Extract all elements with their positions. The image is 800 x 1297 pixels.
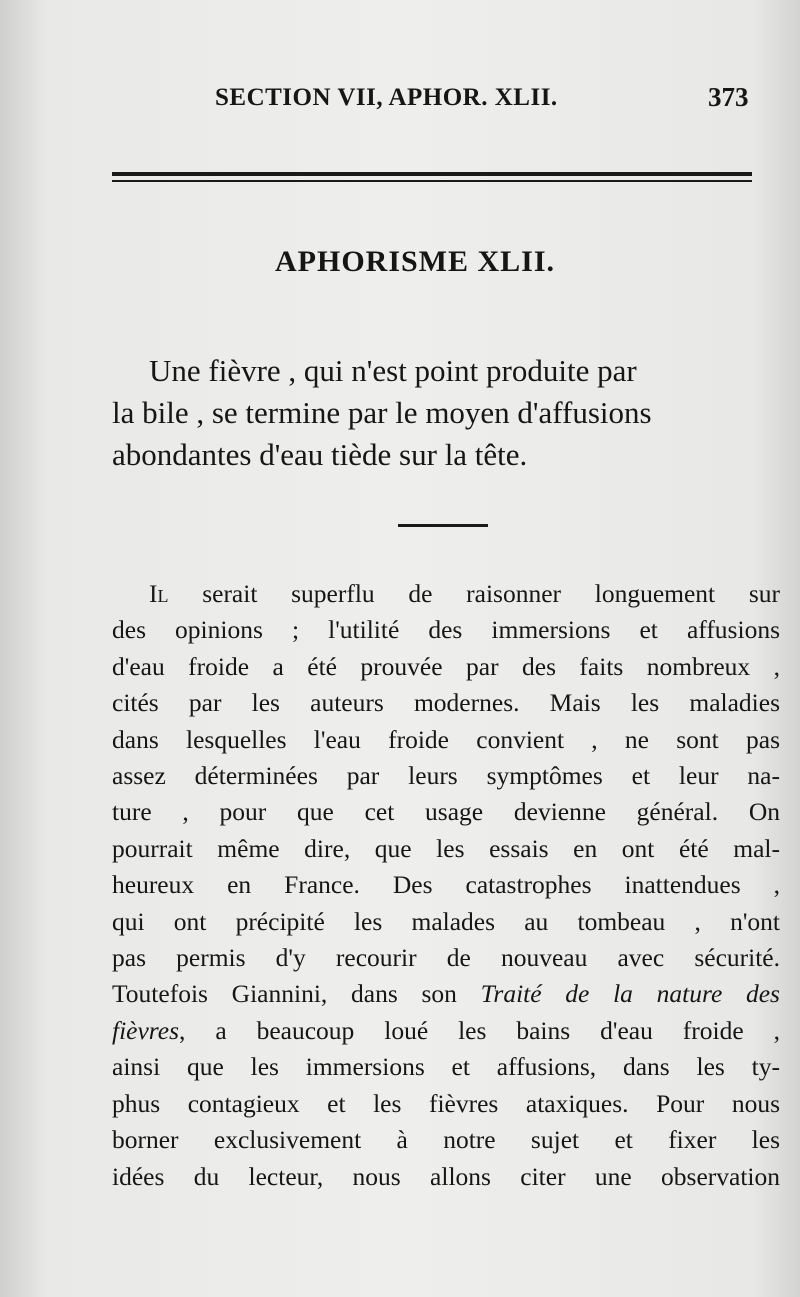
aphorism-line: Une fièvre , qui n'est point produite par: [149, 353, 637, 388]
commentary-line-text: Toutefois Giannini, dans son: [112, 979, 481, 1009]
commentary-line: phus contagieux et les fièvres ataxiques. Pour nous: [112, 1088, 780, 1118]
commentary-line: assez déterminées par leurs symptômes et leur na-: [112, 761, 780, 791]
commentary-initial-word: Il: [149, 579, 169, 608]
commentary-line: ture , pour que cet usage devienne général. On: [112, 797, 780, 827]
section-divider-rule: [398, 524, 488, 527]
book-title-italic: Traité de la nature des: [480, 979, 780, 1009]
header-rule-thin: [112, 180, 752, 182]
commentary-line: des opinions ; l'utilité des immersions et affusions: [112, 615, 780, 645]
aphorism-line: abondantes d'eau tiède sur la tête.: [112, 437, 528, 472]
aphorism-heading: APHORISME XLII.: [275, 245, 556, 278]
aphorism-line: la bile , se termine par le moyen d'affusions: [112, 395, 652, 430]
commentary-line: cités par les auteurs modernes. Mais les maladies: [112, 688, 780, 718]
header-rule-thick: [112, 172, 752, 176]
commentary-line: [112, 976, 780, 1012]
commentary-line: pourrait même dire, que les essais en ont été mal-: [112, 833, 780, 863]
commentary-line-text: , a beaucoup loué les bains d'eau froide ,: [179, 1015, 780, 1045]
commentary-paragraph: [112, 576, 780, 1195]
commentary-line: pas permis d'y recourir de nouveau avec sécurité.: [112, 943, 780, 973]
commentary-line: dans lesquelles l'eau froide convient , ne sont pas: [112, 724, 780, 754]
running-head: SECTION VII, APHOR. XLII.: [215, 84, 558, 111]
commentary-line: qui ont précipité les malades au tombeau , n'ont: [112, 906, 780, 936]
book-title-italic: fièvres: [112, 1015, 180, 1045]
commentary-line: d'eau froide a été prouvée par des faits nombreux ,: [112, 651, 780, 681]
commentary-line: ainsi que les immersions et affusions, dans les ty-: [112, 1052, 780, 1082]
commentary-line: idées du lecteur, nous allons citer une observation: [112, 1161, 780, 1191]
commentary-line: heureux en France. Des catastrophes inattendues ,: [112, 870, 780, 900]
header-double-rule: [112, 172, 752, 184]
commentary-line-text: serait superflu de raisonner longuement sur: [168, 579, 780, 608]
page-number: 373: [708, 82, 749, 112]
commentary-line: [112, 1013, 780, 1049]
aphorism-text: [112, 350, 764, 476]
commentary-line: borner exclusivement à notre sujet et fixer les: [112, 1125, 780, 1155]
commentary-line: [112, 576, 780, 612]
